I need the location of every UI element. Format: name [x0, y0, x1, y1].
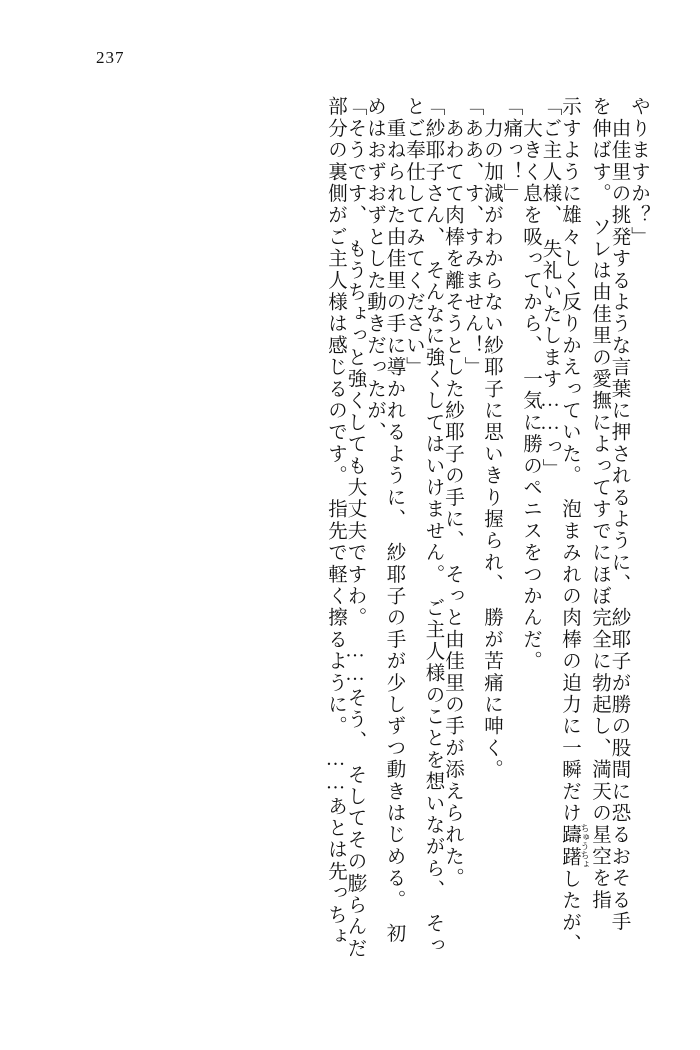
text-column: 「痛っ！」: [500, 96, 522, 205]
text-column: 「ご主人様、 失礼いたします……っ」: [539, 96, 561, 480]
text-column: めはおずおずとした動きだったが、: [364, 96, 385, 444]
page-number: 237: [96, 48, 125, 67]
text-column: 由佳里の挑発するような言葉に押されるように、 紗耶子が勝の股間に恐るおそる手: [608, 96, 630, 933]
text-column: 「そうです、 もうちょっと強くしても大丈夫ですわ。 ……そう、 そしてその膨らんだ: [344, 96, 366, 960]
text-column: やりますか？」: [628, 96, 649, 248]
text-column: あわてて肉棒を離そうとした紗耶子の手に、 そっと由佳里の手が添えられた。: [442, 96, 463, 890]
text-column: 部分の裏側がご主人様は感じるのです。 指先で軽く擦るように。 ……あとは先っちょ: [325, 96, 346, 948]
text-column: 重ねられた由佳里の手に導かれるように、 紗耶子の手が少しずつ動きはじめる。 初: [383, 96, 405, 945]
text-column: 「ああ、す、すみません！」: [461, 96, 483, 379]
text-column: 大きく息を吸ってから、 一気に勝のペニスをつかんだ。: [520, 96, 541, 673]
text-column: 示すように雄々しく反りかえっていた。 泡まみれの肉棒の迫力に一瞬だけ躊躇 ちゅうちょしたが、: [559, 96, 590, 956]
vertical-text-block: [88, 96, 649, 960]
text-column: 力の加減がわからない紗耶子に思いきり握られ、 勝が苦痛に呻く。: [481, 96, 502, 781]
text-column: とご奉仕してみてください」: [403, 96, 424, 379]
text-column: 「紗耶子さん、 そんなに強くしてはいけません。 ご主人様のことを想いながら、 そっ: [422, 96, 444, 957]
ruby-annotation: 躊躇 ちゅうちょ: [559, 823, 590, 869]
text-column: を伸ばす。 ソレは由佳里の愛撫によってすでにほぼ完全に勃起し、満天の星空を指: [589, 96, 610, 911]
